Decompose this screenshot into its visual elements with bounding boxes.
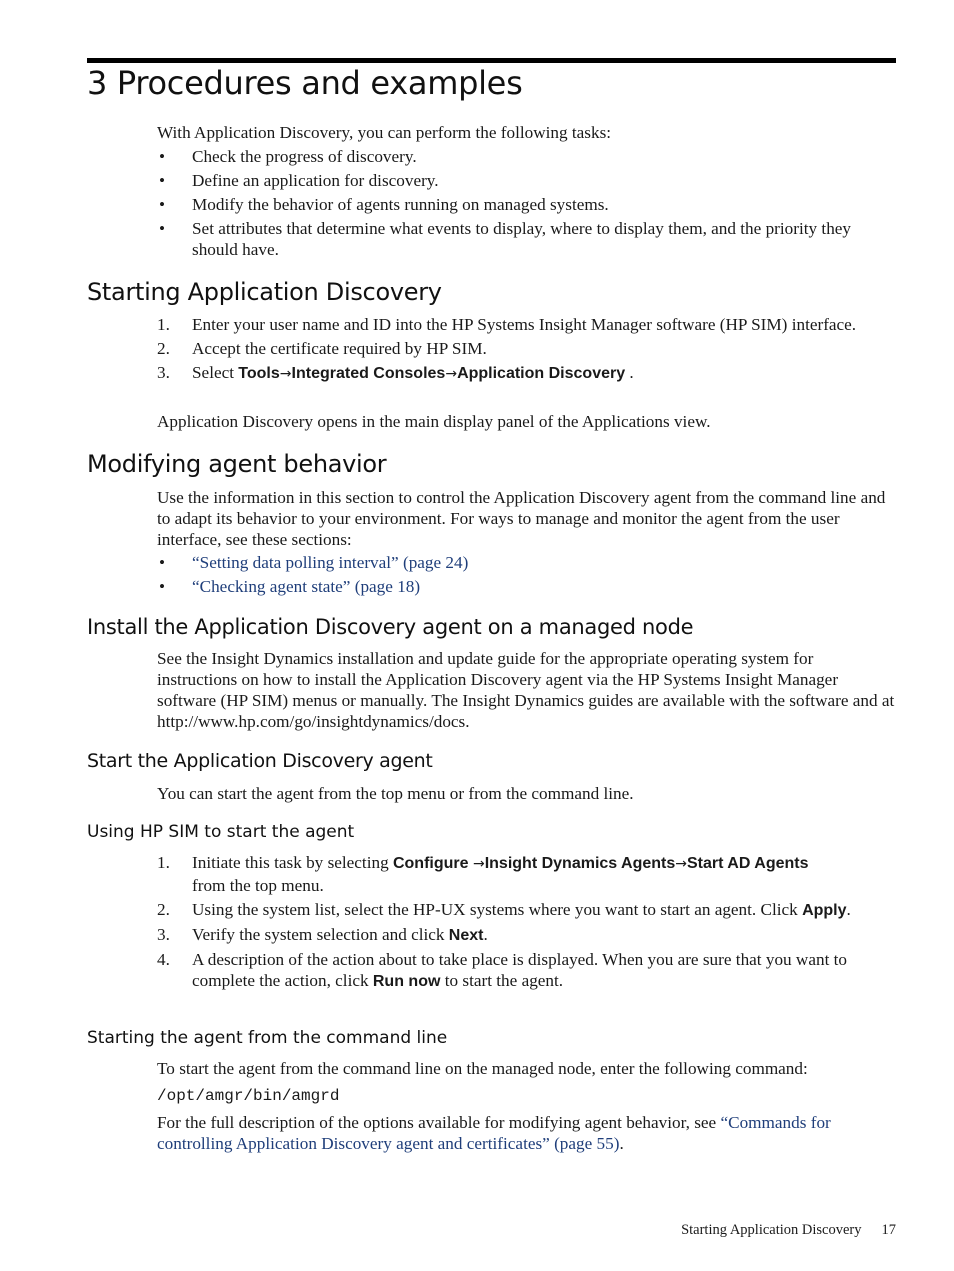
list-item: • Define an application for discovery. — [157, 170, 897, 191]
apply-label: Apply — [802, 902, 847, 919]
task-list — [157, 146, 897, 263]
hpsim-steps — [157, 852, 897, 995]
list-item: 4. A description of the action about to take place is displayed. When you are sure that you want to complete the action, click Run now to start the agent. — [157, 950, 848, 990]
footer-section: Starting Application Discovery — [681, 1222, 862, 1238]
link-commands[interactable]: “Commands for controlling Application Discovery agent and certificates” (page 55) — [157, 1113, 831, 1153]
next-label: Next — [448, 927, 484, 944]
cmdline-more: For the full description of the options available for modifying agent behavior, see “Commands for controlling Application Discovery agent and certificates” (page 55). — [157, 1113, 831, 1153]
link-agent-state[interactable]: “Checking agent state” (page 18) — [192, 577, 421, 596]
menu-tools: Tools — [238, 365, 280, 382]
menu-integrated-consoles: Integrated Consoles — [291, 365, 446, 382]
link-polling-interval[interactable]: “Setting data polling interval” (page 24) — [192, 553, 469, 572]
starting-result: Application Discovery opens in the main display panel of the Applications view. — [157, 412, 711, 431]
heading-start-agent: Start the Application Discovery agent — [87, 750, 433, 772]
page-footer — [560, 1222, 896, 1239]
chapter-rule — [87, 58, 896, 63]
modifying-links — [157, 552, 897, 600]
page-number: 17 — [881, 1222, 896, 1238]
menu-application-discovery: Application Discovery — [457, 365, 626, 382]
list-item — [157, 576, 897, 597]
list-item: 3. Verify the system selection and click Next. — [157, 925, 488, 944]
list-item: • Check the progress of discovery. — [157, 146, 897, 167]
menu-configure: Configure — [392, 855, 473, 872]
starting-steps — [157, 314, 897, 388]
heading-hpsim: Using HP SIM to start the agent — [87, 822, 355, 842]
list-item: • Set attributes that determine what events to display, where to display them, and the priority they should have. — [157, 218, 897, 260]
install-text: See the Insight Dynamics installation and update guide for the appropriate operating system for instructions on how to install the Application Discovery agent via the HP Systems Insight Manager software (HP SIM) menus or manually. The Insight Dynamics guides are available with the software and at http://www.hp.com/go/insightdynamics/docs. — [157, 649, 895, 731]
intro-text: With Application Discovery, you can perform the following tasks: — [157, 123, 612, 142]
menu-start-ad-agents: Start AD Agents — [687, 855, 809, 872]
list-item: 2. Accept the certificate required by HP SIM. — [157, 339, 487, 358]
list-item: 1. Initiate this task by selecting Configure →Insight Dynamics Agents→Start AD Agents from the top menu. — [157, 853, 809, 895]
list-item: 3. Select Tools→Integrated Consoles→Application Discovery . — [157, 363, 634, 382]
list-item: 1. Enter your user name and ID into the HP Systems Insight Manager software (HP SIM) interface. — [157, 315, 857, 334]
heading-cmdline: Starting the agent from the command line — [87, 1028, 448, 1048]
list-item: 2. Using the system list, select the HP-UX systems where you want to start an agent. Click Apply. — [157, 900, 851, 919]
chapter-title: 3 Procedures and examples — [87, 64, 523, 102]
list-item: • Modify the behavior of agents running on managed systems. — [157, 194, 897, 215]
list-item — [157, 552, 897, 573]
cmdline-text: To start the agent from the command line on the managed node, enter the following command: — [157, 1059, 808, 1078]
command-code: /opt/amgr/bin/amgrd — [157, 1087, 340, 1105]
start-agent-text: You can start the agent from the top menu or from the command line. — [157, 784, 634, 803]
menu-insight-dynamics-agents: Insight Dynamics Agents — [484, 855, 676, 872]
run-now-label: Run now — [372, 973, 441, 990]
modifying-text: Use the information in this section to control the Application Discovery agent from the command line and to adapt its behavior to your environment. For ways to manage and monitor the agent from the user interface, see these sections: — [157, 488, 886, 549]
heading-modifying: Modifying agent behavior — [87, 450, 387, 478]
heading-install: Install the Application Discovery agent on a managed node — [87, 615, 694, 639]
heading-starting: Starting Application Discovery — [87, 278, 442, 306]
